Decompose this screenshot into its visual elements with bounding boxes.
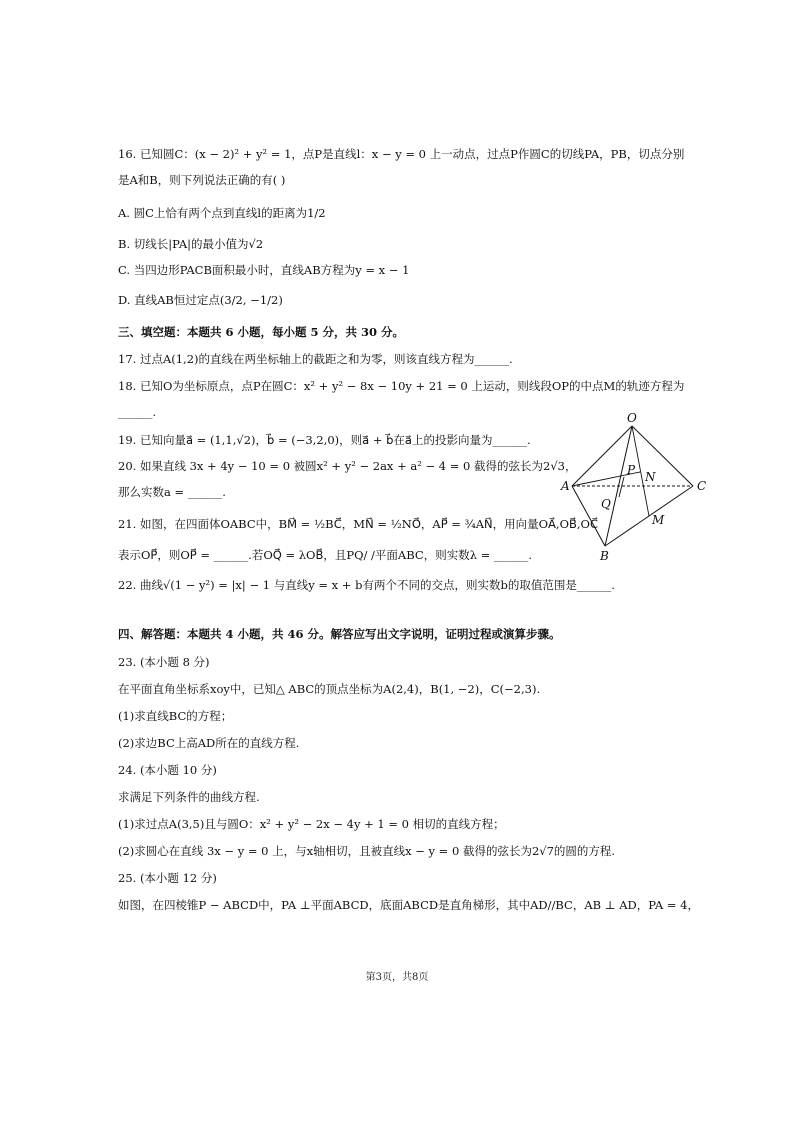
q20-line-2: 那么实数a = ______. bbox=[118, 485, 226, 499]
label-n: N bbox=[645, 470, 656, 484]
label-b: B bbox=[600, 549, 609, 563]
q22-text: 22. 曲线√(1 − y²) = |x| − 1 与直线y = x + b有两个不同的交点，则实数b的取值范围是______. bbox=[118, 578, 615, 592]
label-o: O bbox=[627, 411, 637, 425]
q16-option-c: C. 当四边形PACB面积最小时，直线AB方程为y = x − 1 bbox=[118, 263, 410, 277]
q16-option-a: A. 圆C上恰有两个点到直线l的距离为1/2 bbox=[118, 206, 326, 220]
edge-ab bbox=[572, 486, 605, 546]
page-footer: 第3页，共8页 bbox=[365, 972, 429, 983]
q23-stem: 在平面直角坐标系xoy中，已知△ ABC的顶点坐标为A(2,4)，B(1, −2)，C(−2,3). bbox=[118, 682, 541, 696]
section-3-title: 三、填空题：本题共 6 小题，每小题 5 分，共 30 分。 bbox=[118, 325, 405, 339]
q25-stem: 如图，在四棱锥P − ABCD中，PA ⊥平面ABCD，底面ABCD是直角梯形，其中AD//BC，AB ⊥ AD，PA = 4， bbox=[118, 898, 699, 912]
tetrahedron-figure bbox=[560, 410, 710, 565]
q19-text: 19. 已知向量a⃗ = (1,1,√2)，b⃗ = (−3,2,0)，则a⃗ + b⃗在a⃗上的投影向量为______. bbox=[118, 433, 531, 447]
q16-option-d: D. 直线AB恒过定点(3/2, −1/2) bbox=[118, 293, 283, 307]
q16-option-b: B. 切线长|PA|的最小值为√2 bbox=[118, 237, 264, 251]
label-m: M bbox=[652, 513, 665, 527]
edge-oa bbox=[572, 426, 632, 486]
q21-line-1: 21. 如图，在四面体OABC中，BM⃗ = ½BC⃗，MN⃗ = ½NO⃗，AP⃗ = ¾AN⃗，用向量OA⃗,OB⃗,OC⃗ bbox=[118, 517, 599, 531]
q18-line-1: 18. 已知O为坐标原点，点P在圆C：x² + y² − 8x − 10y + 21 = 0 上运动，则线段OP的中点M的轨迹方程为 bbox=[118, 379, 685, 393]
q16-stem-line-2: 是A和B，则下列说法正确的有( ) bbox=[118, 173, 286, 187]
edge-oc bbox=[632, 426, 693, 486]
label-q: Q bbox=[601, 497, 611, 511]
label-a: A bbox=[561, 479, 570, 493]
section-4-title: 四、解答题：本题共 4 小题，共 46 分。解答应写出文字说明，证明过程或演算步骤。 bbox=[118, 627, 561, 641]
q24-header: 24. (本小题 10 分) bbox=[118, 763, 217, 777]
q23-part-1: (1)求直线BC的方程； bbox=[118, 709, 233, 723]
q17-text: 17. 过点A(1,2)的直线在两坐标轴上的截距之和为零，则该直线方程为______. bbox=[118, 352, 513, 366]
q20-line-1: 20. 如果直线 3x + 4y − 10 = 0 被圆x² + y² − 2ax + a² − 4 = 0 截得的弦长为2√3， bbox=[118, 459, 577, 473]
q24-part-1: (1)求过点A(3,5)且与圆O：x² + y² − 2x − 4y + 1 = 0 相切的直线方程； bbox=[118, 817, 505, 831]
q24-stem: 求满足下列条件的曲线方程. bbox=[118, 790, 260, 804]
q18-line-2: ______. bbox=[118, 405, 157, 419]
q21-line-2: 表示OP⃗，则OP⃗ = ______.若OQ⃗ = λOB⃗，且PQ/ /平面ABC，则实数λ = ______. bbox=[118, 548, 533, 562]
label-p: P bbox=[627, 463, 636, 477]
label-c: C bbox=[697, 479, 707, 493]
q23-part-2: (2)求边BC上高AD所在的直线方程. bbox=[118, 736, 300, 750]
q25-header: 25. (本小题 12 分) bbox=[118, 871, 217, 885]
q24-part-2: (2)求圆心在直线 3x − y = 0 上，与x轴相切，且被直线x − y = 0 截得的弦长为2√7的圆的方程. bbox=[118, 844, 616, 858]
q16-stem-line-1: 16. 已知圆C：(x − 2)² + y² = 1，点P是直线l：x − y = 0 上一动点，过点P作圆C的切线PA，PB，切点分别 bbox=[118, 147, 685, 161]
q23-header: 23. (本小题 8 分) bbox=[118, 655, 210, 669]
